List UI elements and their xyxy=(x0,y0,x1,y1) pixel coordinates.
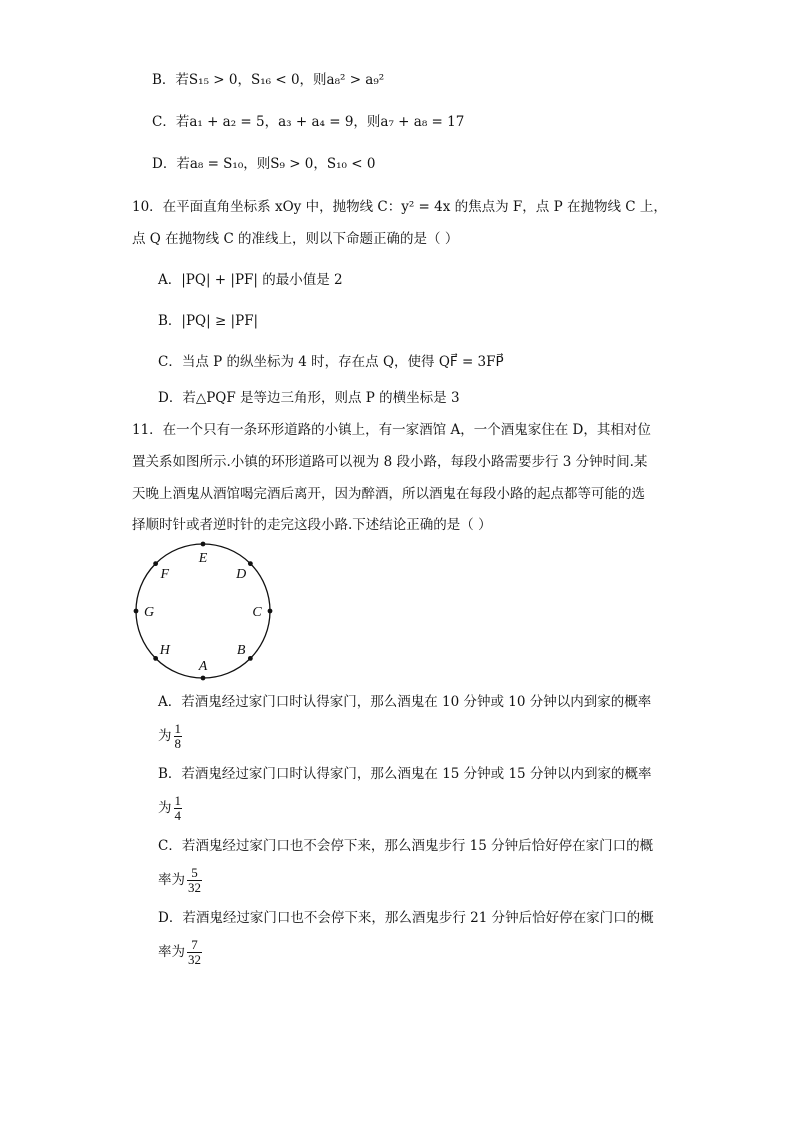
fraction-c-numerator: 5 xyxy=(187,866,202,881)
q11-option-a-line1: A．若酒鬼经过家门口时认得家门，那么酒鬼在 10 分钟或 10 分钟以内到家的概率 xyxy=(158,694,652,710)
q11-option-b-line2 xyxy=(158,794,182,823)
fraction-d-denominator: 32 xyxy=(188,952,201,967)
q11-option-d-prefix: 率为 xyxy=(158,944,185,960)
point-label-e: E xyxy=(198,551,208,566)
q10-stem-line2: 点 Q 在抛物线 C 的准线上，则以下命题正确的是（ ） xyxy=(132,231,459,247)
point-label-c: C xyxy=(252,605,262,620)
fraction-b-numerator: 1 xyxy=(174,793,181,808)
q11-option-a-line2 xyxy=(158,722,182,751)
q11-option-d-line2 xyxy=(158,938,202,967)
q11-option-c-prefix: 率为 xyxy=(158,872,185,888)
fraction-a-numerator: 1 xyxy=(174,721,181,736)
point-e xyxy=(201,542,206,547)
point-label-g: G xyxy=(143,605,155,620)
point-label-b: B xyxy=(236,643,246,659)
point-a xyxy=(201,676,206,681)
fraction-a xyxy=(174,722,183,751)
fraction-c xyxy=(187,866,202,895)
point-f xyxy=(153,561,158,566)
q11-stem-line3: 天晚上酒鬼从酒馆喝完酒后离开，因为醉酒，所以酒鬼在每段小路的起点都等可能的选 xyxy=(132,486,645,502)
point-b xyxy=(248,656,253,661)
q11-option-c-line2 xyxy=(158,866,202,895)
q11-option-d-line1: D．若酒鬼经过家门口也不会停下来，那么酒鬼步行 21 分钟后恰好停在家门口的概 xyxy=(158,910,654,926)
q11-stem-line4: 择顺时针或者逆时针的走完这段小路.下述结论正确的是（ ） xyxy=(132,517,492,533)
q9-option-c: C．若a₁ + a₂ = 5，a₃ + a₄ = 9，则a₇ + a₈ = 17 xyxy=(152,114,465,130)
fraction-d xyxy=(187,938,202,967)
circular-road-figure xyxy=(128,540,278,685)
q10-stem-line1: 10．在平面直角坐标系 xOy 中，抛物线 C：y² = 4x 的焦点为 F，点 P 在抛物线 C 上， xyxy=(132,199,667,215)
q11-option-a-prefix: 为 xyxy=(158,728,172,744)
q10-option-a: A．|PQ| + |PF| 的最小值是 2 xyxy=(158,272,343,288)
q9-option-d: D．若a₈ = S₁₀，则S₉ > 0，S₁₀ < 0 xyxy=(152,156,376,172)
q11-stem-line2: 置关系如图所示.小镇的环形道路可以视为 8 段小路，每段小路需要步行 3 分钟时间.某 xyxy=(132,454,648,470)
fraction-b-denominator: 4 xyxy=(174,808,181,823)
q10-option-b: B．|PQ| ≥ |PF| xyxy=(158,313,259,329)
point-c xyxy=(268,609,273,614)
q9-option-b: B．若S₁₅ > 0，S₁₆ < 0，则a₈² > a₉² xyxy=(152,72,385,88)
fraction-d-numerator: 7 xyxy=(187,938,202,953)
q10-option-c: C．当点 P 的纵坐标为 4 时，存在点 Q，使得 QF⃗ = 3FP⃗ xyxy=(158,354,504,370)
q11-stem-line1: 11．在一个只有一条环形道路的小镇上，有一家酒馆 A，一个酒鬼家住在 D，其相对位 xyxy=(132,422,651,438)
q11-option-b-prefix: 为 xyxy=(158,800,172,816)
point-label-h: H xyxy=(159,643,170,659)
point-label-f: F xyxy=(160,566,170,582)
point-label-a: A xyxy=(198,659,208,674)
q11-option-c-line1: C．若酒鬼经过家门口也不会停下来，那么酒鬼步行 15 分钟后恰好停在家门口的概 xyxy=(158,838,654,854)
point-d xyxy=(248,561,253,566)
point-g xyxy=(134,609,139,614)
fraction-b xyxy=(174,794,183,823)
point-label-d: D xyxy=(236,566,247,582)
q11-option-b-line1: B．若酒鬼经过家门口时认得家门，那么酒鬼在 15 分钟或 15 分钟以内到家的概率 xyxy=(158,766,652,782)
fraction-c-denominator: 32 xyxy=(188,880,201,895)
fraction-a-denominator: 8 xyxy=(174,736,181,751)
point-h xyxy=(153,656,158,661)
q10-option-d: D．若△PQF 是等边三角形，则点 P 的横坐标是 3 xyxy=(158,390,460,406)
